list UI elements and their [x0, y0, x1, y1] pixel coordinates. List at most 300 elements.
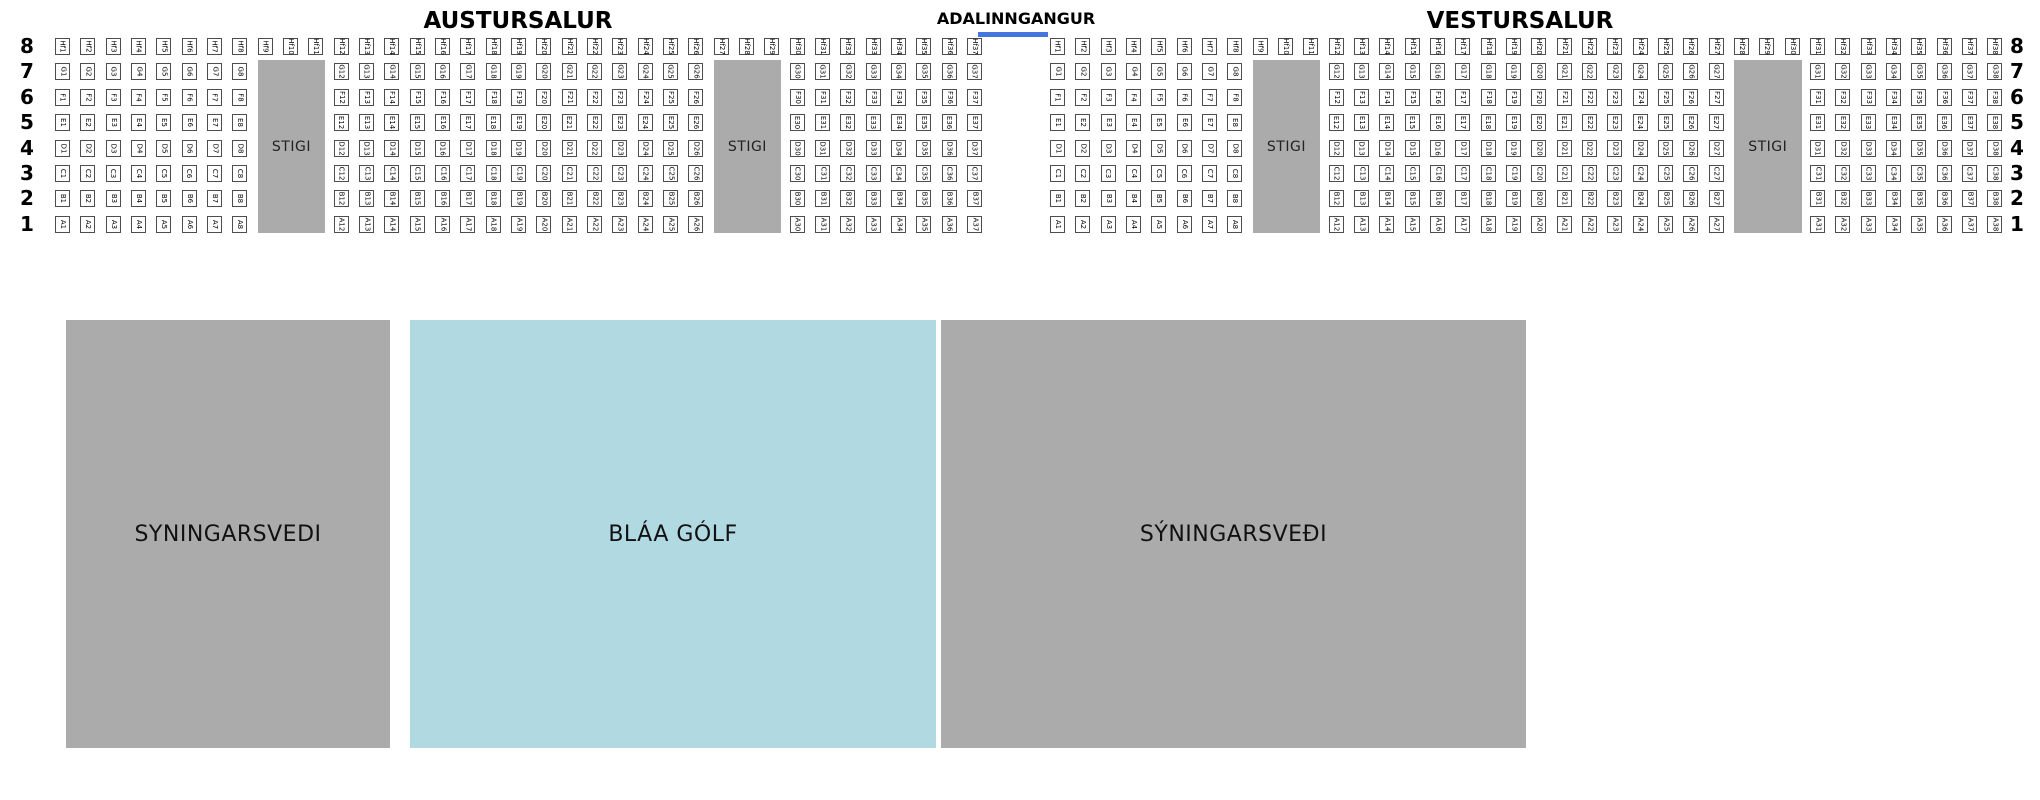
seat-austursalur-G13[interactable] — [359, 63, 374, 80]
seat-vestursalur-F26[interactable] — [1683, 89, 1698, 106]
seat-vestursalur-E34[interactable] — [1886, 114, 1901, 131]
seat-vestursalur-C35[interactable] — [1911, 165, 1926, 182]
seat-vestursalur-E2[interactable] — [1075, 114, 1090, 131]
seat-vestursalur-F36[interactable] — [1937, 89, 1952, 106]
seat-vestursalur-E38[interactable] — [1987, 114, 2002, 131]
seat-austursalur-C26[interactable] — [688, 165, 703, 182]
seat-vestursalur-E5[interactable] — [1151, 114, 1166, 131]
seat-vestursalur-Hf29[interactable] — [1759, 38, 1774, 55]
seat-austursalur-G20[interactable] — [536, 63, 551, 80]
seat-vestursalur-F6[interactable] — [1177, 89, 1192, 106]
seat-austursalur-D3[interactable] — [106, 140, 121, 157]
seat-austursalur-D12[interactable] — [334, 140, 349, 157]
seat-vestursalur-C21[interactable] — [1557, 165, 1572, 182]
seat-austursalur-B7[interactable] — [207, 190, 222, 207]
seat-vestursalur-G2[interactable] — [1075, 63, 1090, 80]
seat-vestursalur-A24[interactable] — [1633, 216, 1648, 233]
seat-vestursalur-D13[interactable] — [1354, 140, 1369, 157]
seat-austursalur-Hf25[interactable] — [663, 38, 678, 55]
seat-austursalur-D18[interactable] — [486, 140, 501, 157]
seat-vestursalur-C5[interactable] — [1151, 165, 1166, 182]
seat-austursalur-A5[interactable] — [156, 216, 171, 233]
seat-austursalur-B24[interactable] — [638, 190, 653, 207]
seat-austursalur-C33[interactable] — [866, 165, 881, 182]
seat-austursalur-C14[interactable] — [384, 165, 399, 182]
seat-austursalur-B20[interactable] — [536, 190, 551, 207]
seat-austursalur-B2[interactable] — [80, 190, 95, 207]
seat-vestursalur-G20[interactable] — [1531, 63, 1546, 80]
seat-vestursalur-F19[interactable] — [1506, 89, 1521, 106]
seat-vestursalur-B2[interactable] — [1075, 190, 1090, 207]
seat-vestursalur-A36[interactable] — [1937, 216, 1952, 233]
seat-vestursalur-D31[interactable] — [1810, 140, 1825, 157]
seat-vestursalur-G32[interactable] — [1835, 63, 1850, 80]
seat-austursalur-Hf22[interactable] — [587, 38, 602, 55]
seat-vestursalur-Hf21[interactable] — [1557, 38, 1572, 55]
seat-austursalur-E35[interactable] — [916, 114, 931, 131]
seat-austursalur-G17[interactable] — [460, 63, 475, 80]
seat-austursalur-A4[interactable] — [131, 216, 146, 233]
seat-vestursalur-Hf38[interactable] — [1987, 38, 2002, 55]
seat-vestursalur-A37[interactable] — [1962, 216, 1977, 233]
seat-vestursalur-D35[interactable] — [1911, 140, 1926, 157]
seat-austursalur-Hf17[interactable] — [460, 38, 475, 55]
seat-austursalur-F30[interactable] — [790, 89, 805, 106]
seat-vestursalur-F4[interactable] — [1126, 89, 1141, 106]
seat-vestursalur-D22[interactable] — [1582, 140, 1597, 157]
seat-austursalur-C8[interactable] — [232, 165, 247, 182]
seat-austursalur-D31[interactable] — [815, 140, 830, 157]
seat-austursalur-E30[interactable] — [790, 114, 805, 131]
seat-vestursalur-A20[interactable] — [1531, 216, 1546, 233]
seat-austursalur-G36[interactable] — [942, 63, 957, 80]
seat-vestursalur-E15[interactable] — [1405, 114, 1420, 131]
seat-austursalur-G16[interactable] — [435, 63, 450, 80]
seat-vestursalur-Hf13[interactable] — [1354, 38, 1369, 55]
seat-vestursalur-D15[interactable] — [1405, 140, 1420, 157]
seat-austursalur-A26[interactable] — [688, 216, 703, 233]
seat-vestursalur-D17[interactable] — [1455, 140, 1470, 157]
seat-austursalur-E7[interactable] — [207, 114, 222, 131]
seat-austursalur-B13[interactable] — [359, 190, 374, 207]
seat-vestursalur-G16[interactable] — [1430, 63, 1445, 80]
seat-vestursalur-C24[interactable] — [1633, 165, 1648, 182]
seat-austursalur-A19[interactable] — [511, 216, 526, 233]
seat-austursalur-C32[interactable] — [840, 165, 855, 182]
seat-austursalur-E34[interactable] — [891, 114, 906, 131]
seat-austursalur-G7[interactable] — [207, 63, 222, 80]
seat-austursalur-B17[interactable] — [460, 190, 475, 207]
seat-austursalur-A25[interactable] — [663, 216, 678, 233]
seat-austursalur-C23[interactable] — [612, 165, 627, 182]
seat-vestursalur-C2[interactable] — [1075, 165, 1090, 182]
seat-austursalur-A30[interactable] — [790, 216, 805, 233]
seat-vestursalur-A13[interactable] — [1354, 216, 1369, 233]
seat-vestursalur-D34[interactable] — [1886, 140, 1901, 157]
seat-vestursalur-G35[interactable] — [1911, 63, 1926, 80]
seat-vestursalur-G1[interactable] — [1050, 63, 1065, 80]
seat-vestursalur-E8[interactable] — [1227, 114, 1242, 131]
seat-austursalur-Hf23[interactable] — [612, 38, 627, 55]
seat-austursalur-B18[interactable] — [486, 190, 501, 207]
seat-austursalur-Hf21[interactable] — [562, 38, 577, 55]
seat-austursalur-G12[interactable] — [334, 63, 349, 80]
seat-vestursalur-C33[interactable] — [1861, 165, 1876, 182]
seat-austursalur-C35[interactable] — [916, 165, 931, 182]
seat-austursalur-Hf27[interactable] — [714, 38, 729, 55]
seat-vestursalur-B18[interactable] — [1481, 190, 1496, 207]
seat-austursalur-F14[interactable] — [384, 89, 399, 106]
seat-austursalur-Hf14[interactable] — [384, 38, 399, 55]
seat-vestursalur-G27[interactable] — [1709, 63, 1724, 80]
seat-austursalur-D16[interactable] — [435, 140, 450, 157]
seat-austursalur-B21[interactable] — [562, 190, 577, 207]
seat-austursalur-G1[interactable] — [55, 63, 70, 80]
seat-austursalur-F7[interactable] — [207, 89, 222, 106]
seat-vestursalur-B17[interactable] — [1455, 190, 1470, 207]
seat-austursalur-G33[interactable] — [866, 63, 881, 80]
seat-vestursalur-Hf18[interactable] — [1481, 38, 1496, 55]
seat-vestursalur-D8[interactable] — [1227, 140, 1242, 157]
seat-austursalur-C18[interactable] — [486, 165, 501, 182]
seat-vestursalur-Hf20[interactable] — [1531, 38, 1546, 55]
seat-vestursalur-D26[interactable] — [1683, 140, 1698, 157]
seat-vestursalur-E36[interactable] — [1937, 114, 1952, 131]
seat-austursalur-G30[interactable] — [790, 63, 805, 80]
seat-austursalur-D25[interactable] — [663, 140, 678, 157]
seat-austursalur-D32[interactable] — [840, 140, 855, 157]
seat-austursalur-Hf11[interactable] — [308, 38, 323, 55]
seat-austursalur-B36[interactable] — [942, 190, 957, 207]
seat-vestursalur-A33[interactable] — [1861, 216, 1876, 233]
seat-vestursalur-G6[interactable] — [1177, 63, 1192, 80]
seat-vestursalur-A14[interactable] — [1379, 216, 1394, 233]
seat-vestursalur-A2[interactable] — [1075, 216, 1090, 233]
seat-vestursalur-A35[interactable] — [1911, 216, 1926, 233]
seat-austursalur-D2[interactable] — [80, 140, 95, 157]
seat-vestursalur-D25[interactable] — [1658, 140, 1673, 157]
seat-vestursalur-A21[interactable] — [1557, 216, 1572, 233]
seat-vestursalur-B19[interactable] — [1506, 190, 1521, 207]
seat-austursalur-A31[interactable] — [815, 216, 830, 233]
seat-vestursalur-G36[interactable] — [1937, 63, 1952, 80]
seat-vestursalur-Hf37[interactable] — [1962, 38, 1977, 55]
seat-vestursalur-C4[interactable] — [1126, 165, 1141, 182]
seat-austursalur-F13[interactable] — [359, 89, 374, 106]
seat-vestursalur-Hf12[interactable] — [1329, 38, 1344, 55]
seat-austursalur-E26[interactable] — [688, 114, 703, 131]
seat-austursalur-B12[interactable] — [334, 190, 349, 207]
seat-austursalur-E4[interactable] — [131, 114, 146, 131]
seat-austursalur-D35[interactable] — [916, 140, 931, 157]
seat-austursalur-C19[interactable] — [511, 165, 526, 182]
seat-austursalur-G26[interactable] — [688, 63, 703, 80]
seat-austursalur-G19[interactable] — [511, 63, 526, 80]
seat-vestursalur-A17[interactable] — [1455, 216, 1470, 233]
seat-vestursalur-D19[interactable] — [1506, 140, 1521, 157]
seat-austursalur-A7[interactable] — [207, 216, 222, 233]
seat-vestursalur-F33[interactable] — [1861, 89, 1876, 106]
seat-austursalur-G4[interactable] — [131, 63, 146, 80]
seat-austursalur-A37[interactable] — [967, 216, 982, 233]
seat-austursalur-E21[interactable] — [562, 114, 577, 131]
seat-austursalur-E12[interactable] — [334, 114, 349, 131]
seat-vestursalur-D3[interactable] — [1101, 140, 1116, 157]
seat-vestursalur-B35[interactable] — [1911, 190, 1926, 207]
seat-vestursalur-D21[interactable] — [1557, 140, 1572, 157]
seat-austursalur-F15[interactable] — [410, 89, 425, 106]
seat-vestursalur-C12[interactable] — [1329, 165, 1344, 182]
seat-austursalur-Hf18[interactable] — [486, 38, 501, 55]
seat-vestursalur-A3[interactable] — [1101, 216, 1116, 233]
seat-vestursalur-D2[interactable] — [1075, 140, 1090, 157]
seat-austursalur-E22[interactable] — [587, 114, 602, 131]
seat-austursalur-E25[interactable] — [663, 114, 678, 131]
seat-vestursalur-G38[interactable] — [1987, 63, 2002, 80]
seat-vestursalur-D37[interactable] — [1962, 140, 1977, 157]
seat-vestursalur-A15[interactable] — [1405, 216, 1420, 233]
seat-austursalur-E2[interactable] — [80, 114, 95, 131]
seat-austursalur-Hf19[interactable] — [511, 38, 526, 55]
seat-vestursalur-D20[interactable] — [1531, 140, 1546, 157]
seat-austursalur-F21[interactable] — [562, 89, 577, 106]
seat-vestursalur-F7[interactable] — [1202, 89, 1217, 106]
seat-austursalur-E3[interactable] — [106, 114, 121, 131]
seat-vestursalur-Hf34[interactable] — [1886, 38, 1901, 55]
seat-austursalur-F20[interactable] — [536, 89, 551, 106]
seat-austursalur-C12[interactable] — [334, 165, 349, 182]
seat-austursalur-D1[interactable] — [55, 140, 70, 157]
seat-vestursalur-F37[interactable] — [1962, 89, 1977, 106]
seat-vestursalur-F34[interactable] — [1886, 89, 1901, 106]
seat-austursalur-G37[interactable] — [967, 63, 982, 80]
seat-vestursalur-F14[interactable] — [1379, 89, 1394, 106]
seat-vestursalur-E23[interactable] — [1607, 114, 1622, 131]
seat-austursalur-A8[interactable] — [232, 216, 247, 233]
seat-austursalur-A2[interactable] — [80, 216, 95, 233]
seat-austursalur-C30[interactable] — [790, 165, 805, 182]
seat-austursalur-A33[interactable] — [866, 216, 881, 233]
seat-vestursalur-B6[interactable] — [1177, 190, 1192, 207]
seat-austursalur-B25[interactable] — [663, 190, 678, 207]
seat-austursalur-A12[interactable] — [334, 216, 349, 233]
seat-austursalur-F17[interactable] — [460, 89, 475, 106]
seat-vestursalur-Hf28[interactable] — [1734, 38, 1749, 55]
seat-austursalur-A6[interactable] — [182, 216, 197, 233]
seat-vestursalur-D6[interactable] — [1177, 140, 1192, 157]
seat-austursalur-A16[interactable] — [435, 216, 450, 233]
seat-vestursalur-C25[interactable] — [1658, 165, 1673, 182]
seat-austursalur-D22[interactable] — [587, 140, 602, 157]
seat-vestursalur-Hf23[interactable] — [1607, 38, 1622, 55]
seat-vestursalur-B34[interactable] — [1886, 190, 1901, 207]
seat-vestursalur-Hf19[interactable] — [1506, 38, 1521, 55]
seat-austursalur-G21[interactable] — [562, 63, 577, 80]
seat-austursalur-A24[interactable] — [638, 216, 653, 233]
seat-vestursalur-G21[interactable] — [1557, 63, 1572, 80]
seat-austursalur-C2[interactable] — [80, 165, 95, 182]
seat-vestursalur-D24[interactable] — [1633, 140, 1648, 157]
seat-austursalur-A22[interactable] — [587, 216, 602, 233]
seat-austursalur-C4[interactable] — [131, 165, 146, 182]
seat-vestursalur-C6[interactable] — [1177, 165, 1192, 182]
seat-austursalur-D33[interactable] — [866, 140, 881, 157]
seat-austursalur-B1[interactable] — [55, 190, 70, 207]
seat-vestursalur-D1[interactable] — [1050, 140, 1065, 157]
seat-austursalur-C7[interactable] — [207, 165, 222, 182]
seat-austursalur-A20[interactable] — [536, 216, 551, 233]
seat-austursalur-A23[interactable] — [612, 216, 627, 233]
seat-vestursalur-Hf33[interactable] — [1861, 38, 1876, 55]
seat-vestursalur-F25[interactable] — [1658, 89, 1673, 106]
seat-austursalur-Hf4[interactable] — [131, 38, 146, 55]
seat-austursalur-Hf31[interactable] — [815, 38, 830, 55]
seat-vestursalur-G5[interactable] — [1151, 63, 1166, 80]
seat-vestursalur-A4[interactable] — [1126, 216, 1141, 233]
seat-vestursalur-A5[interactable] — [1151, 216, 1166, 233]
seat-vestursalur-C7[interactable] — [1202, 165, 1217, 182]
seat-vestursalur-B21[interactable] — [1557, 190, 1572, 207]
seat-austursalur-E8[interactable] — [232, 114, 247, 131]
seat-austursalur-Hf30[interactable] — [790, 38, 805, 55]
seat-vestursalur-Hf2[interactable] — [1075, 38, 1090, 55]
seat-vestursalur-G8[interactable] — [1227, 63, 1242, 80]
seat-vestursalur-F27[interactable] — [1709, 89, 1724, 106]
seat-vestursalur-G13[interactable] — [1354, 63, 1369, 80]
seat-austursalur-A36[interactable] — [942, 216, 957, 233]
seat-austursalur-C21[interactable] — [562, 165, 577, 182]
seat-vestursalur-E27[interactable] — [1709, 114, 1724, 131]
seat-austursalur-Hf3[interactable] — [106, 38, 121, 55]
seat-vestursalur-B25[interactable] — [1658, 190, 1673, 207]
seat-austursalur-D30[interactable] — [790, 140, 805, 157]
seat-vestursalur-Hf35[interactable] — [1911, 38, 1926, 55]
seat-austursalur-Hf32[interactable] — [840, 38, 855, 55]
seat-vestursalur-B36[interactable] — [1937, 190, 1952, 207]
seat-vestursalur-F12[interactable] — [1329, 89, 1344, 106]
seat-austursalur-C6[interactable] — [182, 165, 197, 182]
seat-austursalur-D6[interactable] — [182, 140, 197, 157]
seat-austursalur-F12[interactable] — [334, 89, 349, 106]
seat-austursalur-Hf13[interactable] — [359, 38, 374, 55]
seat-vestursalur-A1[interactable] — [1050, 216, 1065, 233]
seat-austursalur-Hf6[interactable] — [182, 38, 197, 55]
seat-austursalur-E20[interactable] — [536, 114, 551, 131]
seat-vestursalur-E33[interactable] — [1861, 114, 1876, 131]
seat-vestursalur-A31[interactable] — [1810, 216, 1825, 233]
seat-austursalur-C15[interactable] — [410, 165, 425, 182]
seat-austursalur-F1[interactable] — [55, 89, 70, 106]
seat-vestursalur-B32[interactable] — [1835, 190, 1850, 207]
seat-austursalur-D13[interactable] — [359, 140, 374, 157]
seat-vestursalur-D32[interactable] — [1835, 140, 1850, 157]
seat-austursalur-Hf9[interactable] — [258, 38, 273, 55]
seat-vestursalur-E13[interactable] — [1354, 114, 1369, 131]
seat-austursalur-B33[interactable] — [866, 190, 881, 207]
seat-vestursalur-A26[interactable] — [1683, 216, 1698, 233]
seat-vestursalur-A34[interactable] — [1886, 216, 1901, 233]
seat-vestursalur-Hf26[interactable] — [1683, 38, 1698, 55]
seat-vestursalur-D18[interactable] — [1481, 140, 1496, 157]
seat-vestursalur-A8[interactable] — [1227, 216, 1242, 233]
seat-austursalur-E23[interactable] — [612, 114, 627, 131]
seat-vestursalur-D5[interactable] — [1151, 140, 1166, 157]
seat-austursalur-E24[interactable] — [638, 114, 653, 131]
seat-austursalur-G25[interactable] — [663, 63, 678, 80]
seat-vestursalur-B13[interactable] — [1354, 190, 1369, 207]
seat-austursalur-E33[interactable] — [866, 114, 881, 131]
seat-vestursalur-C27[interactable] — [1709, 165, 1724, 182]
seat-vestursalur-D4[interactable] — [1126, 140, 1141, 157]
seat-vestursalur-Hf9[interactable] — [1253, 38, 1268, 55]
seat-vestursalur-G37[interactable] — [1962, 63, 1977, 80]
seat-austursalur-F24[interactable] — [638, 89, 653, 106]
seat-austursalur-E36[interactable] — [942, 114, 957, 131]
seat-vestursalur-B8[interactable] — [1227, 190, 1242, 207]
seat-vestursalur-Hf31[interactable] — [1810, 38, 1825, 55]
seat-austursalur-A32[interactable] — [840, 216, 855, 233]
seat-vestursalur-B15[interactable] — [1405, 190, 1420, 207]
seat-vestursalur-G14[interactable] — [1379, 63, 1394, 80]
seat-vestursalur-B4[interactable] — [1126, 190, 1141, 207]
seat-vestursalur-B20[interactable] — [1531, 190, 1546, 207]
seat-vestursalur-G26[interactable] — [1683, 63, 1698, 80]
seat-vestursalur-C37[interactable] — [1962, 165, 1977, 182]
seat-vestursalur-E16[interactable] — [1430, 114, 1445, 131]
seat-vestursalur-Hf14[interactable] — [1379, 38, 1394, 55]
seat-vestursalur-B16[interactable] — [1430, 190, 1445, 207]
seat-vestursalur-E12[interactable] — [1329, 114, 1344, 131]
seat-austursalur-F35[interactable] — [916, 89, 931, 106]
seat-vestursalur-D33[interactable] — [1861, 140, 1876, 157]
seat-vestursalur-A22[interactable] — [1582, 216, 1597, 233]
seat-austursalur-B4[interactable] — [131, 190, 146, 207]
seat-vestursalur-F3[interactable] — [1101, 89, 1116, 106]
seat-vestursalur-B7[interactable] — [1202, 190, 1217, 207]
seat-austursalur-A18[interactable] — [486, 216, 501, 233]
seat-austursalur-D21[interactable] — [562, 140, 577, 157]
seat-vestursalur-E21[interactable] — [1557, 114, 1572, 131]
seat-vestursalur-C17[interactable] — [1455, 165, 1470, 182]
seat-austursalur-B15[interactable] — [410, 190, 425, 207]
seat-vestursalur-A38[interactable] — [1987, 216, 2002, 233]
seat-vestursalur-Hf32[interactable] — [1835, 38, 1850, 55]
seat-austursalur-D5[interactable] — [156, 140, 171, 157]
seat-vestursalur-C1[interactable] — [1050, 165, 1065, 182]
seat-austursalur-D37[interactable] — [967, 140, 982, 157]
seat-vestursalur-G7[interactable] — [1202, 63, 1217, 80]
seat-austursalur-F2[interactable] — [80, 89, 95, 106]
seat-austursalur-B34[interactable] — [891, 190, 906, 207]
seat-austursalur-A15[interactable] — [410, 216, 425, 233]
seat-vestursalur-Hf11[interactable] — [1303, 38, 1318, 55]
seat-vestursalur-G22[interactable] — [1582, 63, 1597, 80]
seat-vestursalur-G34[interactable] — [1886, 63, 1901, 80]
seat-vestursalur-G33[interactable] — [1861, 63, 1876, 80]
seat-austursalur-F4[interactable] — [131, 89, 146, 106]
seat-austursalur-G15[interactable] — [410, 63, 425, 80]
seat-vestursalur-Hf10[interactable] — [1278, 38, 1293, 55]
seat-vestursalur-Hf3[interactable] — [1101, 38, 1116, 55]
seat-austursalur-Hf37[interactable] — [967, 38, 982, 55]
seat-austursalur-D8[interactable] — [232, 140, 247, 157]
seat-austursalur-B30[interactable] — [790, 190, 805, 207]
seat-vestursalur-A12[interactable] — [1329, 216, 1344, 233]
seat-vestursalur-F5[interactable] — [1151, 89, 1166, 106]
seat-vestursalur-Hf1[interactable] — [1050, 38, 1065, 55]
seat-austursalur-B19[interactable] — [511, 190, 526, 207]
seat-austursalur-Hf35[interactable] — [916, 38, 931, 55]
